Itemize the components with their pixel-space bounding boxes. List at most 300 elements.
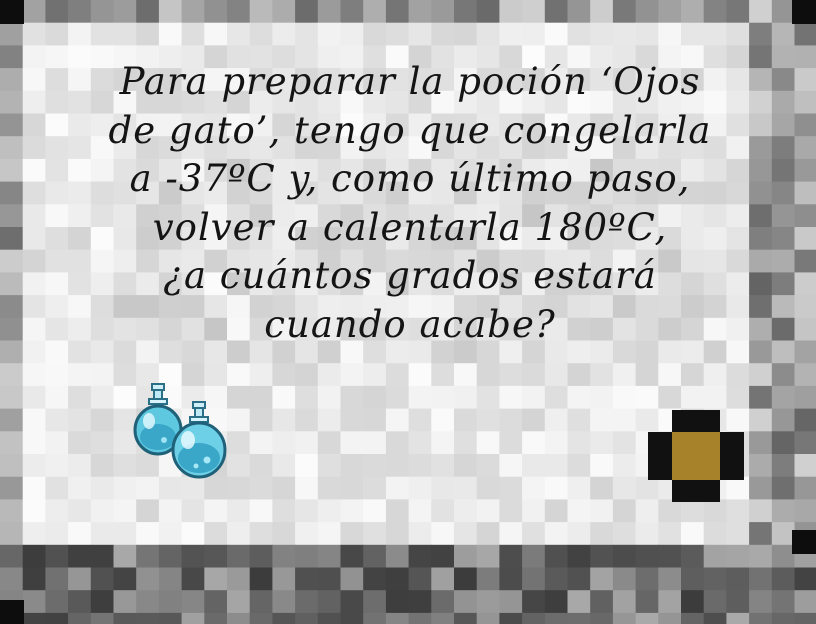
frame-pixel [227,23,250,46]
frame-pixel [772,204,795,227]
frame-pixel [250,477,273,500]
frame-pixel [681,568,704,591]
frame-pixel [772,182,795,205]
frame-pixel [250,454,273,477]
frame-pixel [749,499,772,522]
question-text [60,58,760,349]
frame-pixel [91,499,114,522]
frame-pixel [795,136,816,159]
frame-pixel [250,590,273,613]
frame-pixel [772,568,795,591]
frame-pixel [795,477,816,500]
frame-pixel [704,363,727,386]
frame-pixel [250,568,273,591]
frame-pixel [159,499,182,522]
frame-pixel [522,386,545,409]
frame-pixel [318,386,341,409]
frame-pixel [68,477,91,500]
frame-pixel [613,545,636,568]
frame-pixel [386,522,409,545]
frame-pixel [772,227,795,250]
frame-pixel [341,499,364,522]
frame-pixel [772,590,795,613]
frame-pixel [68,499,91,522]
frame-pixel [431,590,454,613]
frame-pixel [590,23,613,46]
frame-pixel [726,0,749,23]
frame-pixel [159,0,182,23]
frame-pixel [795,363,816,386]
frame-pixel [795,45,816,68]
frame-pixel [91,590,114,613]
frame-pixel [431,545,454,568]
frame-pixel [499,522,522,545]
frame-pixel [136,0,159,23]
frame-pixel [772,431,795,454]
question-line: a -37ºC y, como último paso, [129,157,691,200]
frame-pixel [772,545,795,568]
frame-pixel [204,522,227,545]
frame-pixel [0,386,23,409]
frame-pixel [590,454,613,477]
frame-pixel [772,250,795,273]
frame-pixel [749,545,772,568]
frame-corner [0,600,24,624]
frame-pixel [250,613,273,624]
frame-pixel [772,159,795,182]
frame-corner [0,0,24,24]
continue-button[interactable] [648,410,744,502]
frame-pixel [522,0,545,23]
frame-pixel [477,23,500,46]
frame-pixel [522,409,545,432]
frame-pixel [499,590,522,613]
frame-pixel [23,545,46,568]
frame-pixel [363,409,386,432]
frame-pixel [23,0,46,23]
frame-pixel [272,454,295,477]
frame-pixel [477,590,500,613]
frame-pixel [568,363,591,386]
frame-pixel [772,499,795,522]
frame-pixel [454,568,477,591]
frame-pixel [613,590,636,613]
frame-pixel [568,613,591,624]
frame-pixel [0,68,23,91]
frame-pixel [454,454,477,477]
frame-pixel [91,568,114,591]
frame-pixel [182,499,205,522]
frame-pixel [386,568,409,591]
frame-pixel [386,590,409,613]
frame-pixel [658,0,681,23]
frame-pixel [0,522,23,545]
frame-pixel [522,545,545,568]
frame-pixel [23,91,46,114]
frame-pixel [431,431,454,454]
frame-pixel [0,91,23,114]
frame-pixel [363,522,386,545]
frame-pixel [0,227,23,250]
frame-pixel [772,386,795,409]
frame-pixel [318,454,341,477]
frame-pixel [409,431,432,454]
frame-pixel [363,431,386,454]
frame-pixel [0,45,23,68]
frame-pixel [636,386,659,409]
frame-pixel [590,590,613,613]
frame-pixel [114,499,137,522]
frame-pixel [636,568,659,591]
frame-pixel [795,68,816,91]
frame-pixel [795,159,816,182]
frame-pixel [45,386,68,409]
frame-pixel [568,409,591,432]
frame-pixel [341,545,364,568]
frame-pixel [704,522,727,545]
frame-pixel [568,386,591,409]
frame-pixel [386,431,409,454]
frame-pixel [749,477,772,500]
frame-pixel [681,590,704,613]
frame-pixel [23,318,46,341]
frame-pixel [681,386,704,409]
frame-pixel [136,545,159,568]
frame-pixel [522,431,545,454]
frame-pixel [45,23,68,46]
frame-pixel [318,590,341,613]
frame-pixel [795,250,816,273]
frame-pixel [0,477,23,500]
frame-pixel [499,363,522,386]
frame-pixel [0,23,23,46]
frame-pixel [136,613,159,624]
frame-pixel [658,613,681,624]
frame-pixel [341,386,364,409]
frame-pixel [772,613,795,624]
frame-pixel [658,590,681,613]
frame-pixel [23,159,46,182]
frame-pixel [318,23,341,46]
frame-pixel [0,114,23,137]
frame-pixel [272,23,295,46]
frame-pixel [772,23,795,46]
frame-pixel [590,409,613,432]
frame-pixel [568,568,591,591]
frame-pixel [545,454,568,477]
frame-pixel [613,454,636,477]
frame-pixel [454,431,477,454]
frame-pixel [0,341,23,364]
frame-pixel [386,477,409,500]
frame-pixel [772,318,795,341]
frame-pixel [227,499,250,522]
frame-pixel [45,0,68,23]
frame-pixel [522,613,545,624]
frame-pixel [613,613,636,624]
frame-pixel [204,0,227,23]
frame-pixel [749,454,772,477]
frame-pixel [250,386,273,409]
frame-pixel [545,431,568,454]
frame-pixel [159,545,182,568]
frame-pixel [636,522,659,545]
frame-pixel [409,386,432,409]
frame-pixel [0,363,23,386]
frame-pixel [250,363,273,386]
frame-pixel [386,409,409,432]
frame-pixel [704,545,727,568]
frame-pixel [272,590,295,613]
frame-pixel [386,363,409,386]
frame-pixel [749,522,772,545]
frame-pixel [522,23,545,46]
frame-pixel [204,23,227,46]
frame-pixel [772,363,795,386]
frame-pixel [749,363,772,386]
frame-pixel [114,568,137,591]
frame-pixel [227,0,250,23]
frame-pixel [68,409,91,432]
frame-pixel [477,386,500,409]
frame-pixel [568,477,591,500]
frame-pixel [522,522,545,545]
frame-pixel [136,522,159,545]
frame-pixel [318,568,341,591]
frame-pixel [749,409,772,432]
frame-pixel [23,272,46,295]
frame-pixel [386,499,409,522]
frame-pixel [68,568,91,591]
frame-corner [792,530,816,554]
frame-pixel [250,409,273,432]
frame-pixel [341,522,364,545]
frame-pixel [772,522,795,545]
frame-pixel [68,0,91,23]
frame-pixel [590,522,613,545]
frame-pixel [295,613,318,624]
frame-pixel [23,68,46,91]
frame-pixel [23,45,46,68]
frame-pixel [636,545,659,568]
frame-pixel [23,341,46,364]
frame-pixel [159,568,182,591]
frame-pixel [477,431,500,454]
frame-pixel [795,23,816,46]
frame-pixel [23,431,46,454]
frame-pixel [45,499,68,522]
frame-pixel [341,568,364,591]
frame-pixel [545,568,568,591]
frame-pixel [545,386,568,409]
frame-pixel [545,23,568,46]
frame-pixel [772,477,795,500]
frame-pixel [363,0,386,23]
frame-pixel [499,409,522,432]
frame-pixel [295,590,318,613]
frame-pixel [613,409,636,432]
frame-pixel [795,431,816,454]
frame-pixel [499,477,522,500]
frame-pixel [204,545,227,568]
frame-pixel [272,545,295,568]
frame-pixel [409,454,432,477]
frame-pixel [590,545,613,568]
frame-pixel [91,613,114,624]
frame-pixel [499,454,522,477]
frame-pixel [68,431,91,454]
frame-pixel [795,386,816,409]
frame-pixel [545,522,568,545]
frame-pixel [772,91,795,114]
frame-pixel [636,590,659,613]
frame-pixel [590,0,613,23]
frame-pixel [613,23,636,46]
frame-pixel [454,590,477,613]
frame-pixel [363,613,386,624]
frame-pixel [386,386,409,409]
frame-pixel [91,0,114,23]
frame-pixel [613,386,636,409]
frame-pixel [454,409,477,432]
frame-pixel [272,363,295,386]
frame-pixel [749,386,772,409]
frame-pixel [363,499,386,522]
frame-pixel [704,23,727,46]
frame-pixel [363,454,386,477]
frame-pixel [749,590,772,613]
frame-pixel [68,613,91,624]
question-line: ¿a cuántos grados estará [163,254,657,297]
frame-pixel [227,568,250,591]
frame-pixel [68,454,91,477]
frame-pixel [590,363,613,386]
frame-pixel [726,545,749,568]
frame-pixel [45,590,68,613]
frame-pixel [295,431,318,454]
frame-pixel [68,386,91,409]
frame-pixel [749,568,772,591]
frame-pixel [295,499,318,522]
frame-pixel [182,0,205,23]
frame-pixel [795,341,816,364]
frame-pixel [636,23,659,46]
frame-pixel [45,363,68,386]
frame-pixel [726,568,749,591]
frame-pixel [636,613,659,624]
frame-pixel [477,409,500,432]
frame-pixel [295,522,318,545]
frame-pixel [341,23,364,46]
frame-pixel [182,590,205,613]
frame-pixel [0,545,23,568]
frame-pixel [295,363,318,386]
frame-pixel [0,250,23,273]
frame-pixel [681,0,704,23]
frame-pixel [409,499,432,522]
frame-pixel [795,295,816,318]
frame-pixel [0,159,23,182]
frame-pixel [431,454,454,477]
frame-pixel [114,0,137,23]
frame-pixel [318,363,341,386]
frame-pixel [795,272,816,295]
frame-pixel [590,613,613,624]
frame-pixel [45,613,68,624]
frame-pixel [772,454,795,477]
frame-pixel [295,545,318,568]
frame-pixel [182,613,205,624]
frame-pixel [522,568,545,591]
frame-pixel [386,613,409,624]
frame-pixel [499,499,522,522]
frame-pixel [250,545,273,568]
frame-pixel [341,409,364,432]
frame-pixel [522,363,545,386]
frame-pixel [454,545,477,568]
frame-pixel [613,431,636,454]
frame-pixel [454,613,477,624]
frame-pixel [23,114,46,137]
frame-pixel [114,23,137,46]
frame-pixel [431,409,454,432]
frame-pixel [318,0,341,23]
frame-pixel [477,613,500,624]
frame-pixel [431,499,454,522]
frame-pixel [23,522,46,545]
frame-pixel [568,431,591,454]
frame-pixel [795,409,816,432]
frame-pixel [68,23,91,46]
frame-pixel [681,23,704,46]
frame-pixel [499,545,522,568]
frame-pixel [726,23,749,46]
frame-pixel [795,182,816,205]
frame-pixel [590,499,613,522]
frame-pixel [431,568,454,591]
question-line: de gato’, tengo que congelarla [108,108,712,152]
frame-pixel [795,318,816,341]
frame-pixel [568,545,591,568]
frame-pixel [68,522,91,545]
frame-pixel [0,272,23,295]
frame-pixel [318,477,341,500]
frame-pixel [568,590,591,613]
frame-pixel [295,568,318,591]
frame-pixel [499,23,522,46]
frame-pixel [477,363,500,386]
frame-pixel [409,545,432,568]
frame-pixel [568,522,591,545]
frame-pixel [590,386,613,409]
frame-pixel [341,363,364,386]
frame-pixel [0,568,23,591]
frame-pixel [295,454,318,477]
frame-pixel [295,386,318,409]
frame-pixel [613,477,636,500]
frame-pixel [431,477,454,500]
frame-pixel [227,613,250,624]
frame-pixel [522,454,545,477]
frame-pixel [636,499,659,522]
frame-pixel [91,386,114,409]
frame-pixel [772,136,795,159]
frame-pixel [386,23,409,46]
frame-pixel [363,23,386,46]
frame-pixel [613,363,636,386]
frame-pixel [182,545,205,568]
frame-pixel [477,499,500,522]
